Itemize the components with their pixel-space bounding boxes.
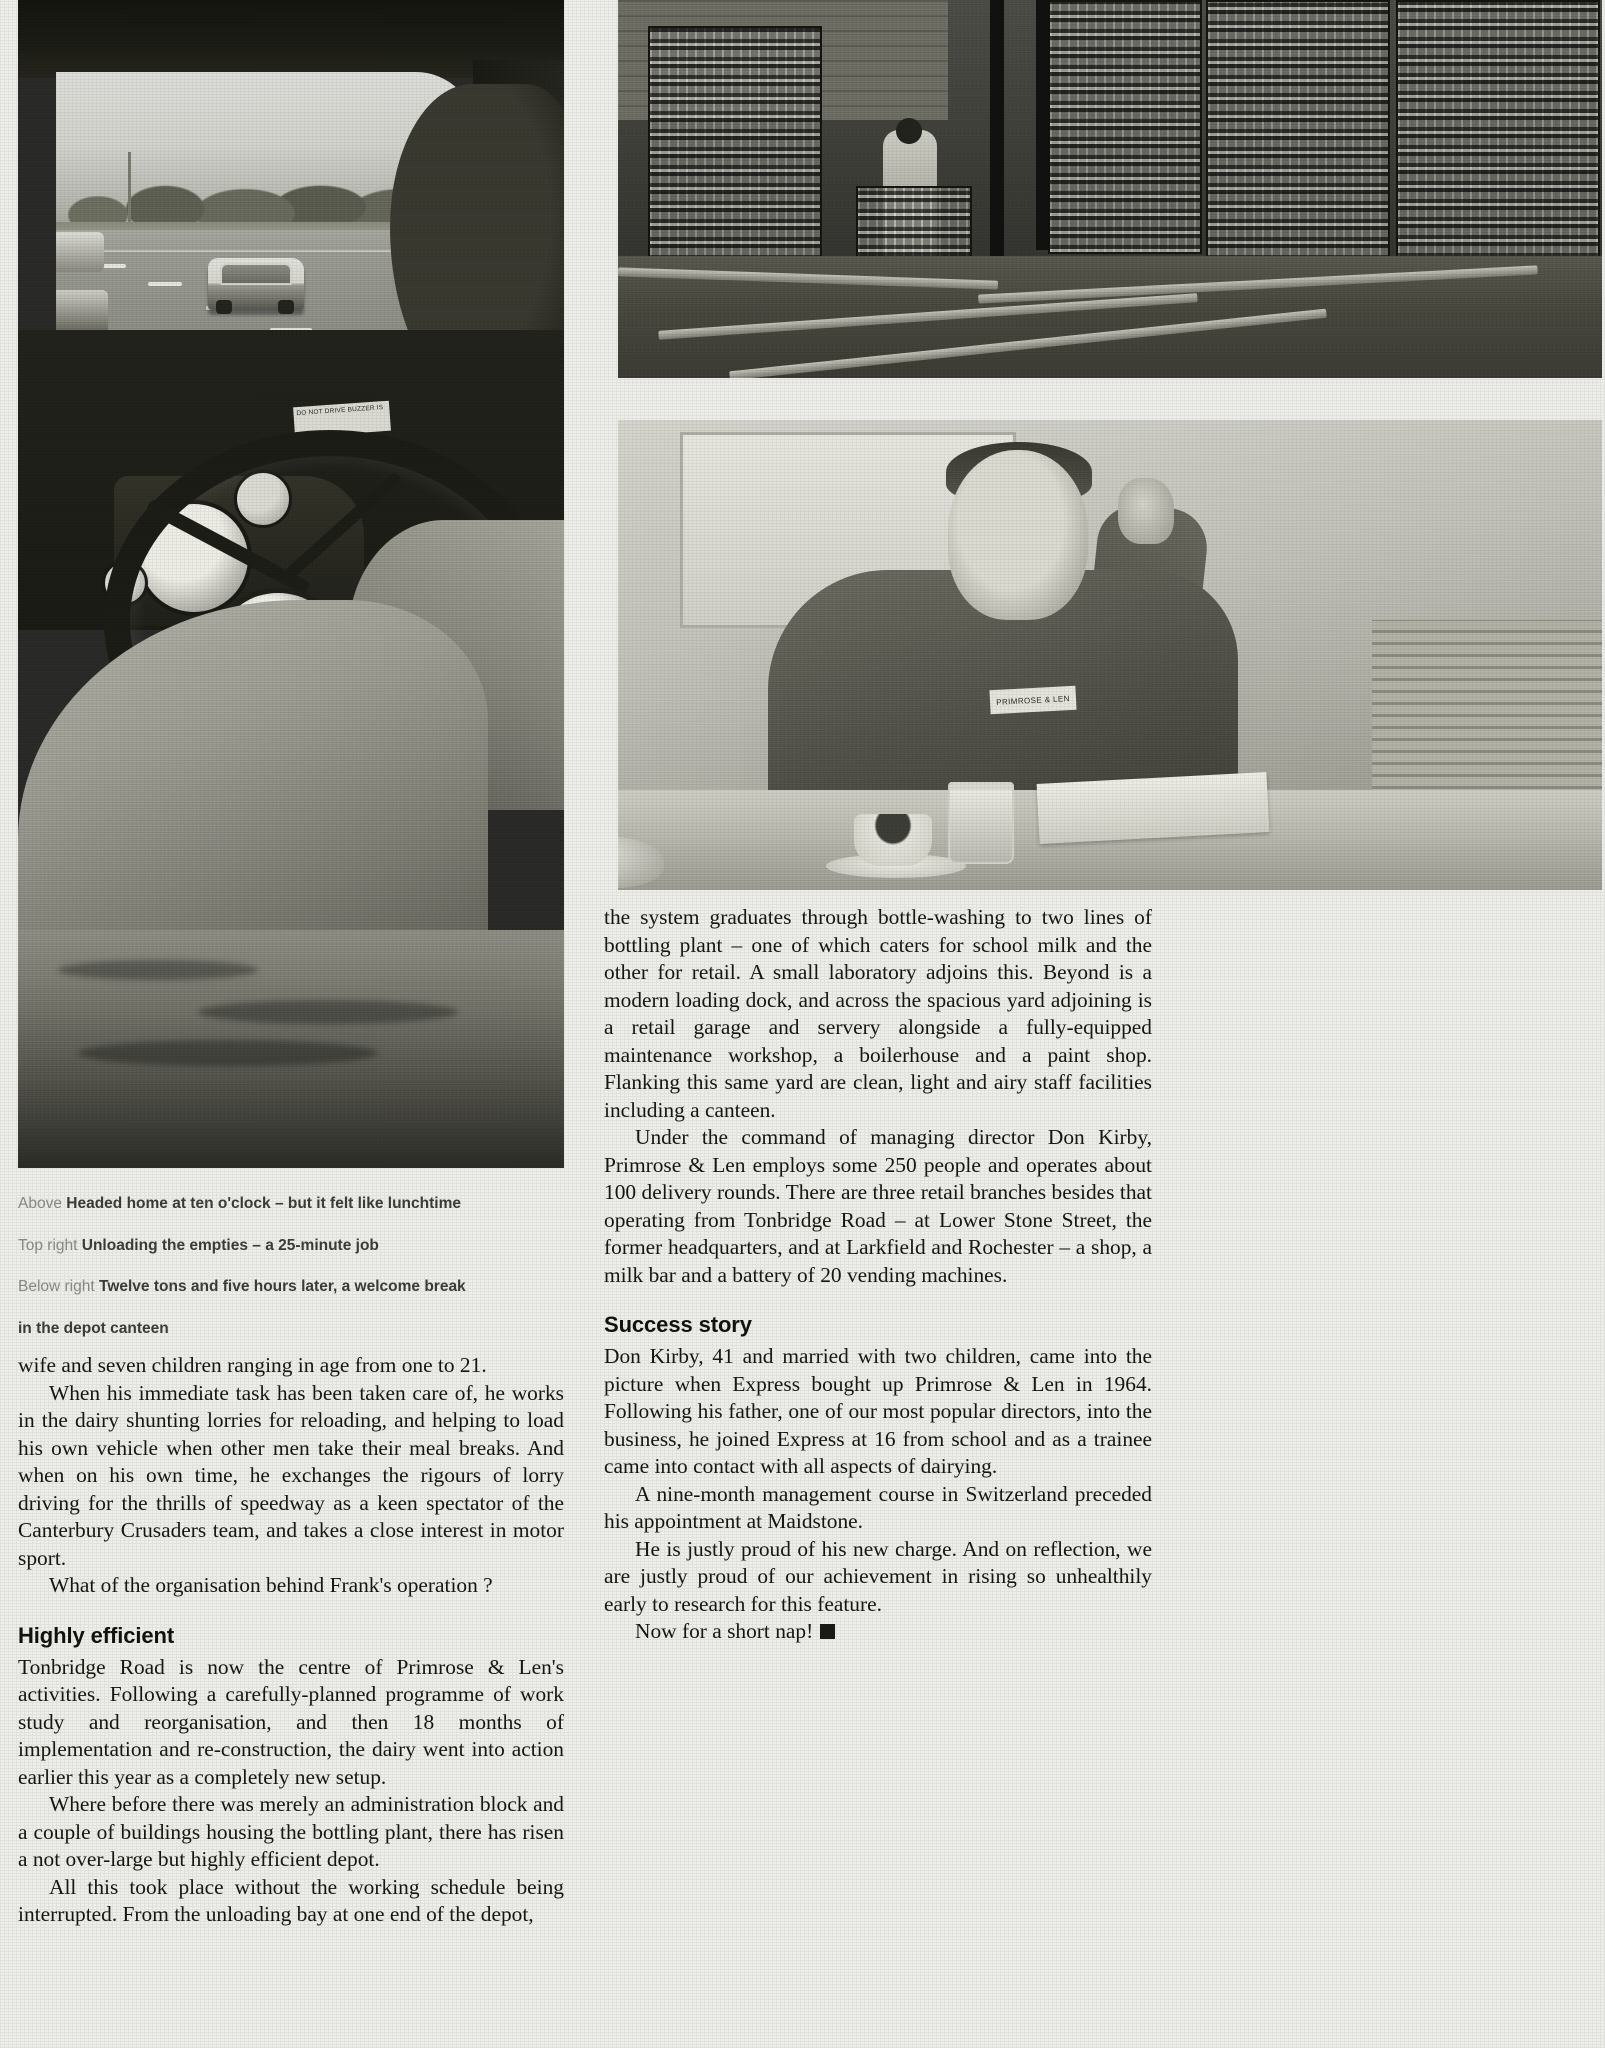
- car-ahead: [208, 258, 304, 310]
- final-sentence: Now for a short nap!: [635, 1619, 814, 1644]
- caption-line: [18, 1196, 578, 1213]
- paragraph: wife and seven children ranging in age from one to 21.: [18, 1353, 487, 1377]
- distant-car: [56, 232, 104, 272]
- crate-stack: [1048, 0, 1202, 254]
- subheading-highly-efficient: Highly efficient: [18, 1622, 175, 1648]
- end-of-article-marker: [820, 1624, 835, 1639]
- paragraph: All this took place without the working schedule being interrupted. From the unloading bay at one end of the depot,: [18, 1874, 564, 1927]
- photo-canteen-break: [618, 420, 1602, 890]
- paragraph: He is justly proud of his new charge. And on reflection, we are justly proud of our achievement in rising so unhealthily early to research for this feature.: [604, 1536, 1152, 1616]
- caption-text: Headed home at ten o'clock – but it felt like lunchtime: [66, 1195, 461, 1212]
- open-book: [1037, 772, 1270, 844]
- bun-on-plate: [618, 836, 664, 888]
- crate-stack: [1396, 0, 1600, 280]
- door-frame: [990, 0, 1004, 300]
- caption-lead: Above: [18, 1195, 62, 1212]
- paragraph: Tonbridge Road is now the centre of Primrose & Len's activities. Following a carefully-planned programme of work study and reorganisation, and then 18 months of implementation and re-construction, the dairy went into action earlier this year as a completely new setup.: [18, 1654, 564, 1789]
- caption-text: Twelve tons and five hours later, a welcome break: [99, 1278, 466, 1296]
- caption-line: [18, 1279, 578, 1296]
- dashboard-warning-sticker: DO NOT DRIVE BUZZER IS: [293, 401, 391, 438]
- tea-cup: [854, 814, 932, 866]
- paragraph-final: [604, 1618, 1152, 1646]
- crate-stack: [1206, 0, 1390, 264]
- raised-hand: [1118, 478, 1174, 544]
- caption-line: [18, 1321, 578, 1338]
- caption-text: Unloading the empties – a 25-minute job: [81, 1236, 379, 1254]
- subheading-success-story: Success story: [604, 1312, 752, 1337]
- drinking-glass: [948, 782, 1014, 864]
- caption-text: in the depot canteen: [18, 1320, 169, 1338]
- paragraph: the system graduates through bottle-washing to two lines of bottling plant – one of which caters for school milk and the other for retail. A small laboratory adjoins this. Beyond is a modern loading dock, and across the spacious yard adjoining is a retail garage and servery alongside a fully-equipped maintenance workshop, a boilerhouse and a paint shop. Flanking this same yard are clean, light and airy staff facilities including a canteen.: [604, 905, 1152, 1122]
- paragraph: When his immediate task has been taken care of, he works in the dairy shunting lorries for reloading, and helping to load his own vehicle when other men take their meal breaks. And when on his own time, he exchanges the rigours of lorry driving for the thrills of speedway as a keen spectator of the Canterbury Crusaders team, and takes a close interest in motor sport.: [18, 1380, 564, 1570]
- caption-lead: Below right: [18, 1278, 95, 1296]
- window-blind: [1372, 620, 1602, 810]
- caption-lead: Top right: [18, 1236, 78, 1254]
- man-face: [948, 450, 1088, 620]
- photo-unloading-empties: [618, 0, 1602, 378]
- photo-captions: [18, 1196, 578, 1338]
- caption-line: [18, 1238, 578, 1255]
- paragraph: What of the organisation behind Frank's operation ?: [49, 1573, 493, 1597]
- paragraph: Under the command of managing director Don Kirby, Primrose & Len employs some 250 people and operates about 100 delivery rounds. There are three retail branches besides that operating from Tonbridge Road – at Lower Stone Street, the former headquarters, and at Larkfield and Rochester – a shop, a milk bar and a battery of 20 vending machines.: [604, 1125, 1152, 1287]
- overall-name-badge: PRIMROSE & LEN: [989, 686, 1076, 714]
- worker-head: [896, 118, 922, 144]
- lorry-bed: [618, 256, 1602, 378]
- photo-lorry-cab: [18, 0, 564, 1168]
- paragraph: A nine-month management course in Switzerland preceded his appointment at Maidstone.: [604, 1481, 1152, 1534]
- paragraph: Where before there was merely an administration block and a couple of buildings housing the bottling plant, there has risen a not over-large but highly efficient depot.: [18, 1792, 564, 1872]
- paragraph: Don Kirby, 41 and married with two children, came into the picture when Express bought up Primrose & Len in 1964. Following his father, one of our most popular directors, into the business, he joined Express at 16 from school and as a trainee came into contact with all aspects of dairying.: [604, 1344, 1152, 1479]
- body-column-right: [604, 904, 1152, 1646]
- door-frame: [1036, 0, 1050, 250]
- telegraph-pole: [128, 152, 131, 232]
- body-column-left: [18, 1352, 564, 1929]
- driver-shoulder: [18, 930, 564, 1168]
